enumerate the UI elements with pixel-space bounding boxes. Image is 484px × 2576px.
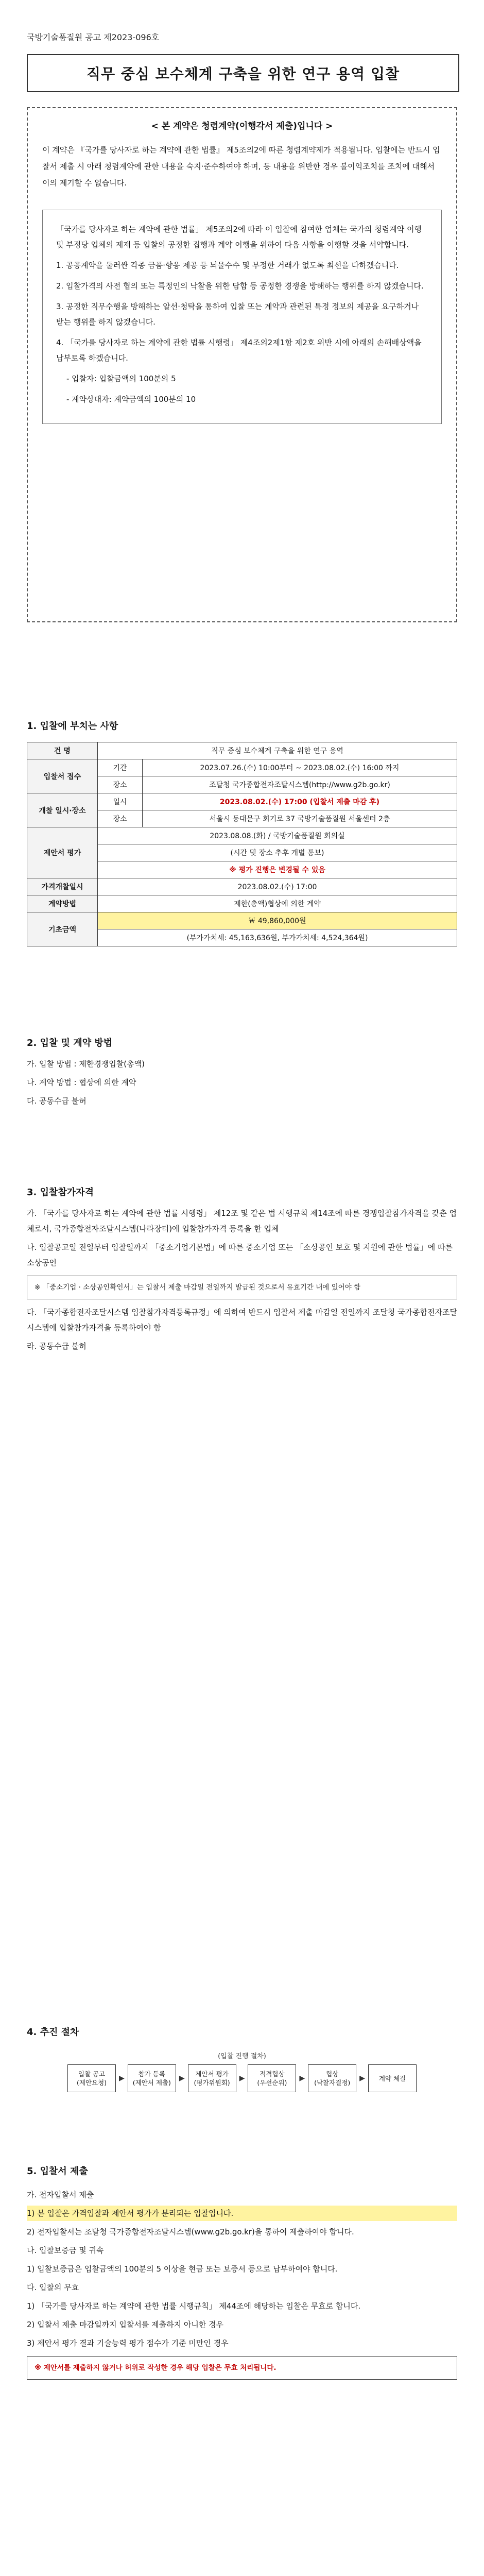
row-value: 2023.08.08.(화) / 국방기술품질원 회의실: [98, 827, 457, 844]
row-sublabel: 일시: [98, 793, 143, 810]
table-row: [27, 912, 457, 929]
row-value: ※ 평가 진행은 변경될 수 있음: [98, 861, 457, 878]
text-line: 나. 입찰보증금 및 귀속: [27, 2246, 104, 2255]
flow-step: 참가 등록 (제안서 제출): [128, 2064, 176, 2092]
text-line: 가. 「국가를 당사자로 하는 계약에 관한 법률 시행령」 제12조 및 같은 법 시행규칙 제14조에 따른 경쟁입찰참가자격을 갖춘 업체로서, 국가종합전자조달시스템(나라장터)에 입찰참가자격 등록을 한 업체: [27, 1209, 457, 1233]
arrow-right-icon: ▶: [119, 2074, 125, 2082]
text-line: 1) 입찰보증금은 입찰금액의 100분의 5 이상을 현금 또는 보증서 등으로 납부하여야 합니다.: [27, 2264, 338, 2274]
row-sublabel: 장소: [98, 776, 143, 793]
flow-step: 제안서 평가 (평가위원회): [188, 2064, 236, 2092]
arrow-right-icon: ▶: [179, 2074, 185, 2082]
pledge-box: [42, 210, 442, 424]
text-line: 라. 공동수급 불허: [27, 1342, 87, 1351]
flow-step: 협상 (낙찰자결정): [308, 2064, 356, 2092]
row-label: 개찰 일시·장소: [27, 793, 98, 827]
row-sublabel: 기간: [98, 759, 143, 776]
pledge-intro: 「국가를 당사자로 하는 계약에 관한 법률」 제5조의2에 따라 이 입찰에 참여한 업체는 국가의 청렴계약 이행 및 부정당 업체의 제재 등 입찰의 공정한 집행과 계약 이행을 위하여 다음 사항을 이행할 것을 서약합니다.: [56, 225, 422, 249]
row-value: (부가가치세: 45,163,636원, 부가가치세: 4,524,364원): [98, 929, 457, 946]
arrow-right-icon: ▶: [239, 2074, 245, 2082]
row-value: 2023.07.26.(수) 10:00부터 ~ 2023.08.02.(수) 16:00 까지: [143, 759, 457, 776]
row-label: 건 명: [27, 742, 98, 759]
arrow-right-icon: ▶: [299, 2074, 305, 2082]
text-line: 가. 전자입찰서 제출: [27, 2190, 94, 2199]
section-heading-2: 2. 입찰 및 계약 방법: [27, 1038, 113, 1048]
table-row: [27, 742, 457, 759]
warning-box: [27, 2356, 457, 2380]
page-title: 직무 중심 보수체계 구축을 위한 연구 용역 입찰: [86, 65, 400, 82]
pledge-subitem: - 입찰자: 입찰금액의 100분의 5: [66, 374, 176, 383]
row-value: ￦ 49,860,000원: [98, 912, 457, 929]
row-label: 계약방법: [27, 895, 98, 912]
note-box: [27, 1276, 457, 1299]
notice-title: < 본 계약은 청렴계약(이행각서 제출)입니다 >: [151, 121, 333, 131]
text-line: 나. 입찰공고일 전일부터 입찰일까지 「중소기업기본법」에 따른 중소기업 또는 「소상공인 보호 및 지원에 관한 법률」에 따른 소상공인: [27, 1243, 453, 1267]
row-label: 입찰서 접수: [27, 759, 98, 793]
section-2-body: [27, 1056, 457, 1112]
flow-steps: [27, 2064, 457, 2092]
notice-lead: 이 계약은 『국가를 당사자로 하는 계약에 관한 법률』 제5조의2에 따른 청렴계약제가 적용됩니다. 입찰에는 반드시 입찰서 제출 시 아래 청렴계약에 관한 내용을 숙지·준수하여야 하며, 동 내용을 위반한 경우 불이익조치를 조치에 대해서 이의 제기할 수 없습니다.: [42, 145, 440, 188]
pledge-item: 2. 입찰가격의 사전 협의 또는 특정인의 낙찰을 위한 담합 등 공정한 경쟁을 방해하는 행위를 하지 않겠습니다.: [56, 281, 424, 291]
pledge-item: 4. 「국가를 당사자로 하는 계약에 관한 법률 시행령」 제4조의2제1항 제2호 위반 시에 아래의 손해배상액을 납부토록 하겠습니다.: [56, 338, 422, 363]
text-line: 가. 입찰 방법 : 제한경쟁입찰(총액): [27, 1059, 145, 1069]
section-3-body: [27, 1206, 457, 1357]
text-line: 다. 공동수급 불허: [27, 1096, 87, 1106]
process-flow: [27, 2050, 457, 2097]
text-line: 나. 계약 방법 : 협상에 의한 계약: [27, 1078, 136, 1087]
flow-step: 적격협상 (우선순위): [248, 2064, 296, 2092]
section-heading-5: 5. 입찰서 제출: [27, 2166, 88, 2177]
table-row: [27, 827, 457, 844]
note-text: ※ 「중소기업 · 소상공인확인서」는 입찰서 제출 마감일 전일까지 발급된 것으로서 유효기간 내에 있어야 함: [34, 1283, 361, 1292]
section-heading-4: 4. 추진 절차: [27, 2027, 79, 2038]
row-value: 직무 중심 보수체계 구축을 위한 연구 용역: [98, 742, 457, 759]
pledge-item: 1. 공공계약을 둘러싼 각종 금품·향응 제공 등 뇌물수수 및 부정한 거래가 없도록 최선을 다하겠습니다.: [56, 261, 399, 270]
row-label: 가격개찰일시: [27, 878, 98, 895]
table-row: [27, 793, 457, 810]
row-value: 서울시 동대문구 회기로 37 국방기술품질원 서울센터 2층: [143, 810, 457, 827]
text-line: 다. 「국가종합전자조달시스템 입찰참가자격등록규정」에 의하여 반드시 입찰서 제출 마감일 전일까지 조달청 국가종합전자조달시스템에 입찰참가자격을 등록하여야 함: [27, 1308, 457, 1332]
table-row: [27, 895, 457, 912]
arrow-right-icon: ▶: [359, 2074, 365, 2082]
row-value: 제한(총액)협상에 의한 계약: [98, 895, 457, 912]
row-value: 조달청 국가종합전자조달시스템(http://www.g2b.go.kr): [143, 776, 457, 793]
pledge-subitem: - 계약상대자: 계약금액의 100분의 10: [66, 395, 196, 404]
row-label: 기초금액: [27, 912, 98, 946]
section-5-body: [27, 2187, 457, 2385]
text-line: 1) 본 입찰은 가격입찰과 제안서 평가가 분리되는 입찰입니다.: [27, 2206, 457, 2221]
text-line: 3) 제안서 평가 결과 기술능력 평가 점수가 기준 미만인 경우: [27, 2338, 229, 2348]
section-heading-3: 3. 입찰참가자격: [27, 1187, 94, 1198]
table-row: [27, 878, 457, 895]
pledge-item: 3. 공정한 직무수행을 방해하는 알선·청탁을 통하여 입찰 또는 계약과 관련된 특정 정보의 제공을 요구하거나 받는 행위를 하지 않겠습니다.: [56, 302, 419, 327]
flow-step: 계약 체결: [368, 2064, 417, 2092]
row-value: (시간 및 장소 추후 개별 통보): [98, 844, 457, 861]
flow-step: 입찰 공고 (제안요청): [67, 2064, 116, 2092]
integrity-notice: [27, 107, 457, 622]
title-box: [27, 54, 459, 92]
row-sublabel: 장소: [98, 810, 143, 827]
text-line: 2) 전자입찰서는 조달청 국가종합전자조달시스템(www.g2b.go.kr)을 통하여 제출하여야 합니다.: [27, 2227, 354, 2236]
row-value: 2023.08.02.(수) 17:00 (입찰서 제출 마감 후): [143, 793, 457, 810]
flow-caption: (입찰 진행 절차): [218, 2053, 266, 2060]
text-line: 1) 「국가를 당사자로 하는 계약에 관한 법률 시행규칙」 제44조에 해당하는 입찰은 무효로 합니다.: [27, 2301, 361, 2311]
row-value: 2023.08.02.(수) 17:00: [98, 878, 457, 895]
text-line: 2) 입찰서 제출 마감일까지 입찰서를 제출하지 아니한 경우: [27, 2320, 224, 2329]
text-line: 다. 입찰의 무효: [27, 2283, 79, 2292]
warning-text: ※ 제안서를 제출하지 않거나 허위로 작성한 경우 해당 입찰은 무효 처리됩니다.: [34, 2364, 276, 2372]
section-heading-1: 1. 입찰에 부치는 사항: [27, 721, 118, 732]
table-row: [27, 759, 457, 776]
bid-info-table: [27, 742, 457, 946]
announcement-number: 국방기술품질원 공고 제2023-096호: [27, 32, 160, 42]
row-label: 제안서 평가: [27, 827, 98, 878]
